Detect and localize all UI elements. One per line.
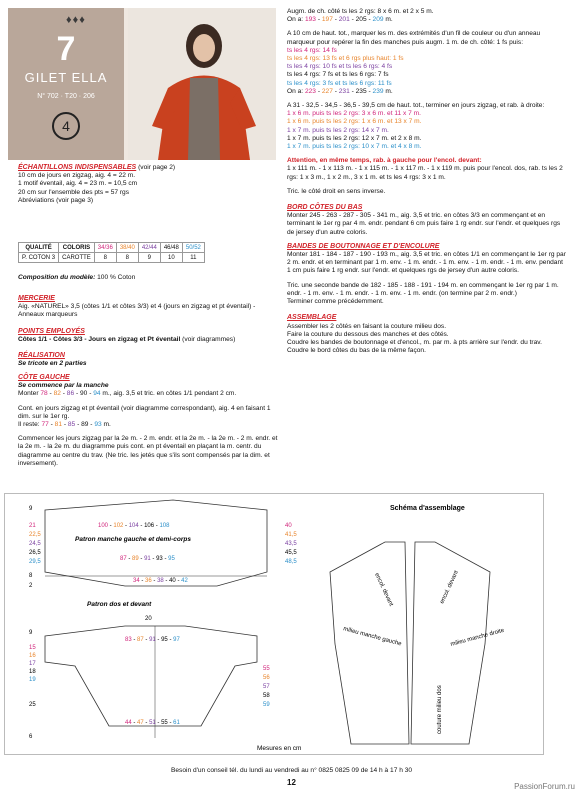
patron-1-title: Patron manche gauche et demi-corps: [75, 536, 191, 543]
value: 235: [355, 87, 367, 95]
size-cell: 38/40: [116, 243, 138, 253]
value: 94: [93, 390, 101, 398]
left-dim: 21: [29, 523, 36, 529]
text: On a:: [287, 16, 305, 24]
left2-dim: 15: [29, 645, 36, 651]
mercerie-title: MERCERIE: [18, 295, 55, 302]
right2-dim: 57: [263, 684, 270, 690]
text: m.: [101, 421, 111, 429]
left2-dim: 18: [29, 669, 36, 675]
realisation-section: [18, 352, 278, 368]
text: m., aig. 3,5 et tric. en côtes 1/1 pendant 2 cm.: [100, 390, 237, 398]
value: 205: [355, 16, 367, 24]
value: 93: [94, 421, 102, 429]
value: 90: [80, 390, 88, 398]
left-8: 8: [29, 573, 33, 579]
rab-line: 1 x 7 m. puis ts les 2 rgs: 12 x 7 m. et 2 x 8 m.: [287, 134, 422, 142]
col2-encol: 1 x 111 m. - 1 x 113 m. - 1 x 115 m. - 1 x 117 m. - 1 x 119 m. puis pour l'encol. dos, rab. ts les 2 rgs: 1 x 3 m., 1 x 2 m., 3 x 1 m. et ts les 4 rgs: 3 x 1 m.: [287, 165, 563, 181]
qualite-cell: P. COTON 3: [19, 253, 59, 263]
right-dim: 48,5: [285, 559, 297, 565]
col2-para-1: Augm. de ch. côté ts les 2 rgs: 8 x 6 m. et 2 x 5 m.: [287, 8, 434, 15]
pattern-badge: [8, 8, 124, 160]
echantillons-line-2: 1 motif éventail, aig. 4 = 23 m. = 10,5 cm: [18, 180, 138, 188]
left2-dim: 19: [29, 677, 36, 683]
points-title: POINTS EMPLOYÉS: [18, 328, 85, 335]
bord-text: Monter 245 - 263 - 287 - 305 - 341 m., aig. 3,5 et tric. en côtes 3/3 en commençant et en terminant le 1er rg par 4 m. endr. pendant 6 cm puis faire 1 rg endr. sur l'endr. et quelques rgs de jersey d'un autre coloris.: [287, 212, 561, 236]
table-header-qualite: QUALITÉ: [19, 243, 59, 253]
value: 89: [81, 421, 89, 429]
aug-line: ts les 4 rgs: 10 fs et ts les 6 rgs: 4 fs: [287, 63, 393, 71]
top2-measure: 83 - 87 - 91 - 95 - 97: [125, 637, 180, 643]
col2-tric-droit: Tric. le côté droit en sens inverse.: [287, 187, 386, 195]
aug-line: ts les 4 rgs: 7 fs et ts les 6 rgs: 7 fs: [287, 71, 389, 79]
cote-gauche-line-1: Monter 78 - 82 - 86 - 90 - 94 m., aig. 3,5 et tric. en côtes 1/1 pendant 2 cm.: [18, 390, 237, 398]
echantillons-section: [18, 164, 278, 205]
cote-gauche-para-4: Commencer les jours zigzag par la 2e m. - 2 m. endr. et la 2e m. - la 2e m. - 2 m. endr. et la 2e m. - la 2e m. du diagramme puis cont. en pt éventail en plaçant la m. centr. du diagramme au centre du trav. (Ne tric. les jetés que s'ils sont compensés par la dim. et inversement).: [18, 435, 278, 467]
realisation-sub: Se tricote en 2 parties: [18, 360, 87, 368]
patron-2-title: Patron dos et devant: [87, 601, 152, 608]
assemblage-line: Assembler les 2 côtés en faisant la couture milieu dos.: [287, 322, 447, 330]
value: 223: [304, 87, 316, 95]
qty-cell: 8: [94, 253, 116, 263]
schema-panel: [4, 493, 544, 755]
table-row: [19, 243, 205, 253]
size-cell: 42/44: [138, 243, 160, 253]
pattern-diagrams: [5, 494, 545, 756]
dim-20: 20: [145, 616, 152, 622]
encol-left-label: encol. devant: [373, 572, 394, 608]
mercerie-section: [18, 295, 278, 320]
left-dim: 26,5: [29, 550, 41, 556]
aug-line: ts les 4 rgs: 14 fs: [287, 46, 337, 54]
cote-gauche-section: [18, 374, 278, 468]
needle-size-icon: 4: [52, 112, 80, 140]
right2-dim: 58: [263, 693, 270, 699]
left-dim: 22,5: [29, 532, 41, 538]
value: 201: [338, 16, 350, 24]
col2-para-2: A 10 cm de haut. tot., marquer les m. des extrémités d'un fil de couleur ou d'un anneau marqueur pour repérer la fin des manches puis augm. 1 m. de ch. côté: 1 fs puis:: [287, 30, 541, 46]
realisation-title: RÉALISATION: [18, 352, 65, 359]
assemblage-line: Faire la couture du dessous des manches et des côtés.: [287, 330, 449, 338]
value: 78: [40, 390, 48, 398]
size-cell: 46/48: [160, 243, 182, 253]
echantillons-line-1: 10 cm de jours en zigzag, aig. 4 = 22 m.: [18, 172, 136, 180]
coloris-cell: CAROTTE: [59, 253, 95, 263]
col2-line-on-a-2: On a: 223 - 227 - 231 - 235 - 239 m.: [287, 87, 393, 95]
text: On a:: [287, 87, 305, 95]
col2-para-4: A 31 - 32,5 - 34,5 - 36,5 - 39,5 cm de haut. tot., terminer en jours zigzag, et rab. à droite:: [287, 102, 545, 110]
value: 81: [54, 421, 63, 429]
milieu-manche-droite: milieu manche droite: [449, 627, 505, 648]
assemblage-line: Coudre les bandes de boutonnage et d'encol., m. par m. à pts arrière sur l'endr. du trav.: [287, 338, 542, 346]
left-9: 9: [29, 506, 33, 512]
echantillons-title: ÉCHANTILLONS INDISPENSABLES: [18, 164, 137, 171]
composition: [18, 274, 278, 282]
size-cell: 50/52: [182, 243, 204, 253]
table-header-coloris: COLORIS: [59, 243, 95, 253]
mesures-label: Mesures en cm: [257, 745, 302, 752]
couture-milieu-dos: couture milieu dos: [437, 685, 443, 734]
milieu-manche-gauche: milieu manche gauche: [342, 626, 403, 648]
right-column: [287, 8, 567, 355]
right2-dim: 55: [263, 666, 270, 672]
left-25: 25: [29, 702, 36, 708]
value: 227: [321, 87, 333, 95]
left2-dim: 16: [29, 653, 36, 659]
cote-gauche-sub: Se commence par la manche: [18, 382, 109, 390]
qty-cell: 8: [116, 253, 138, 263]
left-9b: 9: [29, 630, 33, 636]
left-dim: 29,5: [29, 559, 41, 565]
table-row: [19, 253, 205, 263]
aug-line: ts les 4 rgs: 13 fs et 6 rgs plus haut: 1 fs: [287, 55, 404, 63]
value: 86: [66, 390, 75, 398]
aug-line: ts les 4 rgs: 3 fs et ts les 6 rgs: 11 fs: [287, 79, 392, 87]
footer-help: Besoin d'un conseil tél. du lundi au vendredi au n° 0825 0825 09 de 14 h à 17 h 30: [170, 767, 413, 774]
value: 197: [321, 16, 333, 24]
right-dim: 45,5: [285, 550, 297, 556]
pattern-name: GILET ELLA: [24, 70, 108, 85]
top-measure: 100 - 102 - 104 - 106 - 108: [98, 523, 170, 529]
pattern-number: 7: [56, 30, 76, 68]
echantillons-line-4: Abréviations (voir page 3): [18, 196, 94, 204]
value: 77: [41, 421, 49, 429]
echantillons-see: (voir page 2): [138, 164, 176, 171]
value: 209: [372, 16, 384, 24]
mid-measure: 87 - 89 - 91 - 93 - 95: [120, 556, 175, 562]
qty-cell: 9: [138, 253, 160, 263]
difficulty-dots: ♦♦♦: [66, 14, 86, 26]
size-cell: 34/36: [94, 243, 116, 253]
rab-line: 1 x 7 m. puis ts les 2 rgs: 10 x 7 m. et 4 x 8 m.: [287, 143, 422, 151]
mercerie-text: Aig. «NATUREL» 3,5 (côtes 1/1 et côtes 3/3) et 4 (jours en zigzag et pt éventail) - Anneaux marqueurs: [18, 303, 256, 319]
right-dim: 40: [285, 523, 292, 529]
hero-banner: [8, 8, 276, 160]
boutonnage-text-2: Tric. une seconde bande de 182 - 185 - 188 - 191 - 194 m. en commençant le 1er rg par 1 m. endr. - 1 m. env. - 1 m. endr. - 1 m. env. - 1 m. endr. (on termine par 2 m. endr.): [287, 281, 559, 297]
assemblage-title: ASSEMBLAGE: [287, 314, 337, 322]
rab-line: 1 x 6 m. puis ts les 2 rgs: 1 x 6 m. et 13 x 7 m.: [287, 118, 422, 126]
bord-title: BORD CÔTES DU BAS: [287, 204, 363, 212]
value: 239: [372, 87, 384, 95]
rab-line: 1 x 6 m. puis ts les 2 rgs: 3 x 6 m. et 11 x 7 m.: [287, 110, 421, 118]
points-section: [18, 328, 278, 344]
value: 85: [67, 421, 76, 429]
assemblage-schema-title: Schéma d'assemblage: [390, 505, 465, 512]
rab-line: 1 x 7 m. puis ts les 2 rgs: 14 x 7 m.: [287, 126, 389, 134]
echantillons-line-3: 20 cm sur l'ensemble des pts = 57 rgs: [18, 188, 130, 196]
watermark: PassionForum.ru: [514, 782, 575, 791]
boutonnage-title: BANDES DE BOUTONNAGE ET D'ENCOLURE: [287, 242, 440, 250]
left-2: 2: [29, 583, 33, 589]
qty-cell: 10: [160, 253, 182, 263]
right2-dim: 59: [263, 702, 270, 708]
text: Il reste:: [18, 421, 42, 429]
yarn-table: [18, 242, 205, 263]
left-6: 6: [29, 734, 33, 740]
right-dim: 43,5: [285, 541, 297, 547]
page-number: 12: [287, 778, 296, 787]
composition-label: Composition du modèle:: [18, 274, 96, 281]
left2-dim: 17: [29, 661, 36, 667]
boutonnage-text-3: Terminer comme précédemment.: [287, 298, 384, 306]
boutonnage-text: Monter 181 - 184 - 187 - 190 - 193 m., aig. 3,5 et tric. en côtes 1/1 en commençant le 1er rg par 2 m. endr. et en terminant par 1 m. env. - 1 m. endr. - 1 m. env. - 1 m. endr. - 1 m. env. pendant 1 cm puis faire 1 rg endr. sur l'endr. et quelques rgs de jersey d'un autre coloris.: [287, 251, 566, 275]
composition-value: 100 % Coton: [97, 274, 136, 281]
value: 193: [304, 16, 316, 24]
bottom2-measure: 44 - 47 - 51 - 55 - 61: [125, 720, 180, 726]
cote-gauche-title: CÔTE GAUCHE: [18, 374, 70, 381]
qty-cell: 11: [182, 253, 204, 263]
cote-gauche-para-2: Cont. en jours zigzag et pt éventail (voir diagramme correspondant), aig. 4 en faisant 1 dim. sur le 1er rg.: [18, 404, 271, 420]
assemblage-line: Coudre le bord côtes du bas de la même façon.: [287, 347, 426, 355]
model-photo: [128, 8, 276, 160]
encol-right-label: encol. devant: [439, 569, 460, 605]
value: 231: [338, 87, 350, 95]
right2-dim: 56: [263, 675, 270, 681]
points-rest: (voir diagrammes): [182, 336, 236, 344]
col2-line-on-a: On a: 193 - 197 - 201 - 205 - 209 m.: [287, 16, 393, 24]
right-dim: 41,5: [285, 532, 297, 538]
points-bold: Côtes 1/1 - Côtes 3/3 - Jours en zigzag et Pt éventail: [18, 336, 181, 344]
cote-gauche-line-3: Il reste: 77 - 81 - 85 - 89 - 93 m.: [18, 421, 111, 429]
pattern-ref: N° 702 · T20 · 206: [37, 93, 95, 100]
text: Monter: [18, 390, 41, 398]
sleeve-body-shape: [45, 500, 267, 586]
bottom-measure: 34 - 36 - 38 - 40 - 42: [133, 578, 188, 584]
value: 82: [53, 390, 61, 398]
col2-attention: Attention, en même temps, rab. à gauche pour l'encol. devant:: [287, 157, 482, 165]
left-dim: 24,5: [29, 541, 41, 547]
